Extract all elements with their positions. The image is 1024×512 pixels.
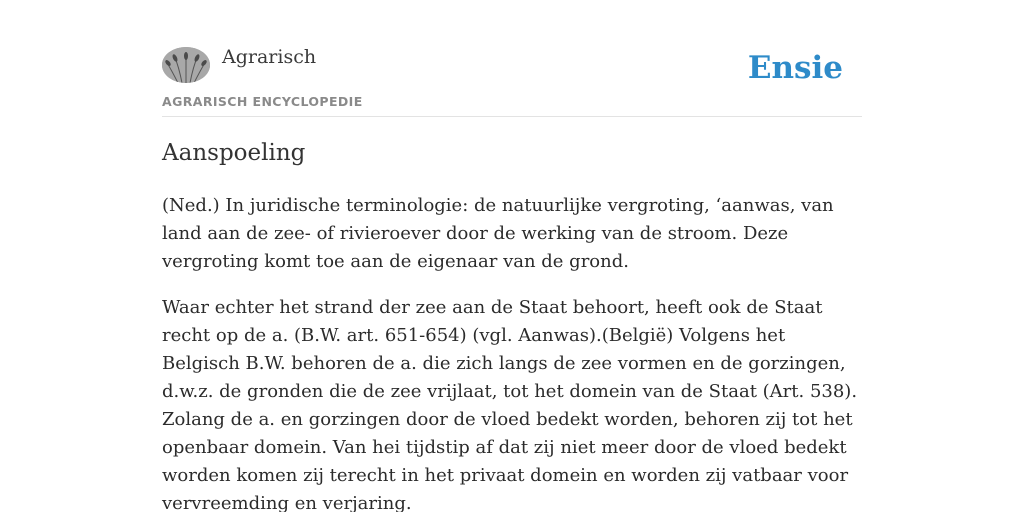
site-subtitle: AGRARISCH ENCYCLOPEDIE (162, 94, 363, 109)
site-name[interactable]: Agrarisch (222, 46, 317, 68)
article-body (162, 192, 862, 512)
article-title: Aanspoeling (162, 140, 306, 166)
wheat-icon[interactable] (162, 47, 210, 83)
brand-logo[interactable]: Ensie (747, 50, 843, 86)
article-paragraph: Waar echter het strand der zee aan de Staat behoort, heeft ook de Staat recht op de a. (B.W. art. 651-654) (vgl. Aanwas).(België) Volgens het Belgisch B.W. behoren de a. die zich langs de zee vormen en de gorzingen, d.w.z. de gronden die de zee vrijlaat, tot het domein van de Staat (Art. 538). Zolang de a. en gorzingen door de vloed bedekt worden, behoren zij tot het openbaar domein. Van hei tijdstip af dat zij niet meer door de vloed bedekt worden komen zij terecht in het privaat domein en worden zij vatbaar voor vervreemding en verjaring. (162, 297, 858, 512)
site-header (162, 40, 862, 117)
article-paragraph: (Ned.) In juridische terminologie: de natuurlijke vergroting, ‘aanwas, van land aan de zee- of rivieroever door de werking van de stroom. Deze vergroting komt toe aan de eigenaar van de grond. (162, 195, 834, 272)
